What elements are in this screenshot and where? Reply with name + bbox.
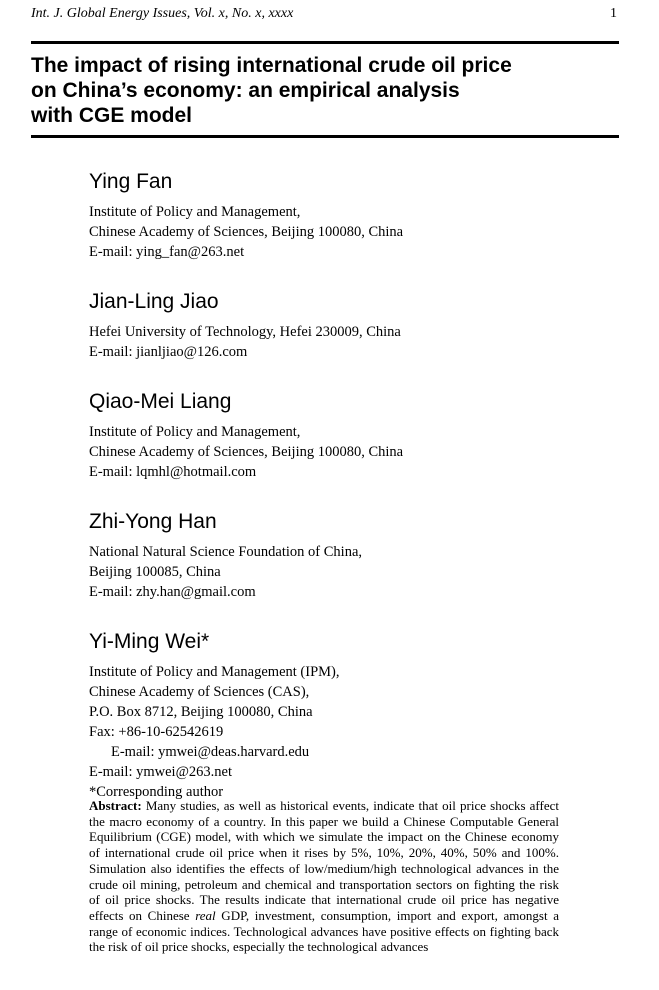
corresponding-author-note: *Corresponding author <box>89 784 224 800</box>
affiliation-line: Chinese Academy of Sciences, Beijing 100080, China <box>89 224 404 240</box>
author-email: E-mail: ying_fan@263.net <box>89 244 245 260</box>
paper-title <box>31 53 591 128</box>
author-affiliation <box>89 422 589 482</box>
author-block <box>89 169 589 262</box>
abstract <box>89 798 559 955</box>
author-name: Qiao-Mei Liang <box>89 390 232 413</box>
author-affiliation <box>89 322 589 362</box>
abstract-italic-term: real <box>195 907 216 923</box>
running-header <box>31 5 617 23</box>
affiliation-line: Institute of Policy and Management, <box>89 204 301 220</box>
affiliation-line: Chinese Academy of Sciences, Beijing 100080, China <box>89 444 404 460</box>
title-line: on China’s economy: an empirical analysis <box>31 79 460 102</box>
author-name: Yi-Ming Wei* <box>89 630 210 653</box>
author-name: Zhi-Yong Han <box>89 510 217 533</box>
author-name: Jian-Ling Jiao <box>89 290 219 313</box>
author-email: E-mail: jianljiao@126.com <box>89 344 248 360</box>
affiliation-line: National Natural Science Foundation of China, <box>89 544 363 560</box>
author-block <box>89 509 589 602</box>
author-name: Ying Fan <box>89 170 173 193</box>
author-email: E-mail: ymwei@263.net <box>89 764 233 780</box>
author-block <box>89 389 589 482</box>
author-block <box>89 629 589 802</box>
affiliation-line: Beijing 100085, China <box>89 564 221 580</box>
author-block <box>89 289 589 362</box>
page-number: 1 <box>610 6 617 21</box>
title-line: with CGE model <box>31 104 193 127</box>
author-email: E-mail: ymwei@deas.harvard.edu <box>111 744 310 760</box>
author-affiliation <box>89 542 589 602</box>
affiliation-line: Hefei University of Technology, Hefei 230009, China <box>89 324 401 340</box>
fax-line <box>89 722 589 762</box>
title-rule-top <box>31 41 619 44</box>
title-rule-bottom <box>31 135 619 138</box>
author-affiliation <box>89 202 589 262</box>
affiliation-line: Institute of Policy and Management, <box>89 424 301 440</box>
affiliation-line: Chinese Academy of Sciences (CAS), <box>89 684 310 700</box>
abstract-text: Many studies, as well as historical events, indicate that oil price shocks affect the macro economy of a country. In this paper we build a Chinese Computable General Equilibrium (CGE) model, with which we simulate the impact on the Chinese economy of international crude oil price when it rises by 5%, 10%, 20%, 40%, 50% and 100%. Simulation also identifies the effects of low/medium/high technological advances in the crude oil mining, petroleum and chemical and transportation sectors on fighting the risk of oil price shocks. The results indicate that international crude oil price has negative effects on Chinese <box>89 798 559 923</box>
author-email: E-mail: zhy.han@gmail.com <box>89 584 256 600</box>
affiliation-line: Institute of Policy and Management (IPM), <box>89 664 340 680</box>
affiliation-line: P.O. Box 8712, Beijing 100080, China <box>89 704 313 720</box>
journal-citation: Int. J. Global Energy Issues, Vol. x, No. x, xxxx <box>31 6 294 21</box>
author-fax: Fax: +86-10-62542619 <box>89 724 224 740</box>
author-affiliation <box>89 662 589 802</box>
abstract-label: Abstract: <box>89 798 142 813</box>
author-email: E-mail: lqmhl@hotmail.com <box>89 464 257 480</box>
abstract-text: GDP, investment, consumption, import and export, amongst a range of economic indices. Technological advances have positive effects on fighting back the risk of oil price shocks, especially the technological advances <box>89 907 559 955</box>
title-line: The impact of rising international crude oil price <box>31 54 512 77</box>
